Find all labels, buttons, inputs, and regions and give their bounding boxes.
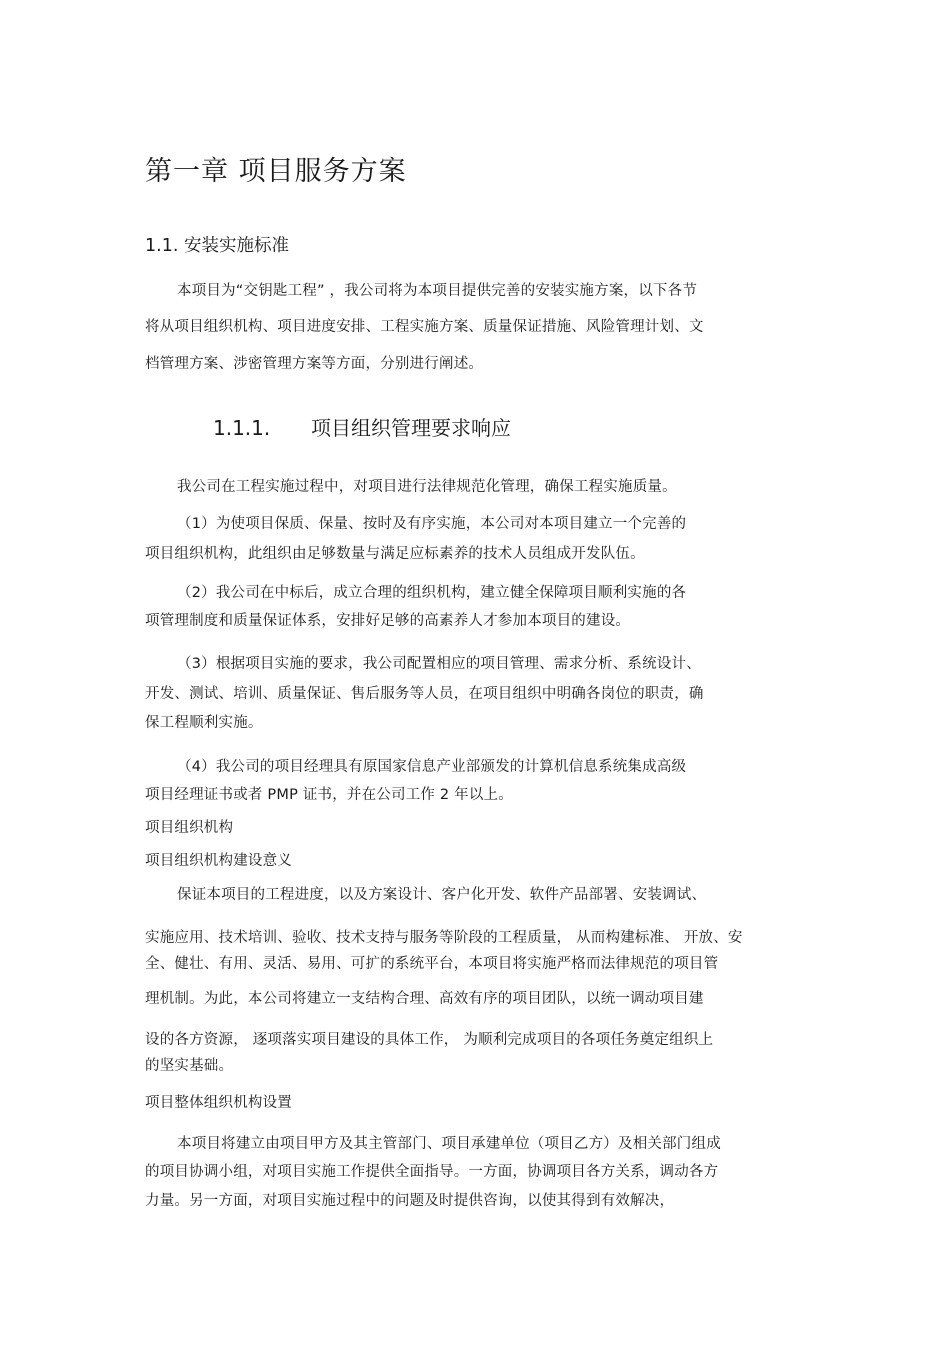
paragraph-line: 本项目将建立由项目甲方及其主管部门、项目承建单位（项目乙方）及相关部门组成 <box>177 1136 721 1152</box>
heading-line: 项目组织机构 <box>145 820 234 836</box>
paragraph-line: 项管理制度和质量保证体系，安排好足够的高素养人才参加本项目的建设。 <box>145 613 631 629</box>
paragraph-line: 的坚实基础。 <box>145 1058 234 1074</box>
paragraph-line: （3）根据项目实施的要求，我公司配置相应的项目管理、需求分析、系统设计、 <box>177 656 701 672</box>
paragraph-line: 开发、测试、培训、质量保证、售后服务等人员，在项目组织中明确各岗位的职责，确 <box>145 686 704 702</box>
paragraph-line: 的项目协调小组，对项目实施工作提供全面指导。一方面，协调项目各方关系，调动各方 <box>145 1164 719 1180</box>
paragraph-line: 实施应用、技术培训、验收、技术支持与服务等阶段的工程质量， 从而构建标准、 开放、安 <box>145 930 743 946</box>
paragraph-line: 保工程顺利实施。 <box>145 715 263 731</box>
heading-line: 项目组织机构建设意义 <box>145 853 292 869</box>
paragraph-line: 全、健壮、有用、灵活、易用、可扩的系统平台，本项目将实施严格而法律规范的项目管 <box>145 956 719 972</box>
paragraph-line: 档管理方案、涉密管理方案等方面，分别进行阐述。 <box>145 356 484 372</box>
paragraph-line: 我公司在工程实施过程中，对项目进行法律规范化管理，确保工程实施质量。 <box>177 479 677 495</box>
paragraph-line: 力量。另一方面，对项目实施过程中的问题及时提供咨询，以使其得到有效解决， <box>145 1193 675 1209</box>
paragraph-line: 将从项目组织机构、项目进度安排、工程实施方案、质量保证措施、风险管理计划、文 <box>145 319 704 335</box>
section-title: 1.1. 安装实施标准 <box>145 236 289 256</box>
paragraph-line: （2）我公司在中标后，成立合理的组织机构，建立健全保障项目顺利实施的各 <box>177 585 687 601</box>
paragraph-line: 项目组织机构，此组织由足够数量与满足应标素养的技术人员组成开发队伍。 <box>145 546 645 562</box>
paragraph-line: （1）为使项目保质、保量、按时及有序实施，本公司对本项目建立一个完善的 <box>177 516 687 532</box>
paragraph-line: 保证本项目的工程进度，以及方案设计、客户化开发、软件产品部署、安装调试、 <box>177 887 707 903</box>
paragraph-line: 设的各方资源， 逐项落实项目建设的具体工作， 为顺利完成项目的各项任务奠定组织上 <box>145 1032 714 1048</box>
paragraph-line: 理机制。为此，本公司将建立一支结构合理、高效有序的项目团队，以统一调动项目建 <box>145 991 704 1007</box>
heading-line: 项目整体组织机构设置 <box>145 1095 292 1111</box>
subsection-heading <box>213 413 511 443</box>
paragraph-line: 本项目为“交钥匙工程” ，我公司将为本项目提供完善的安装实施方案，以下各节 <box>177 283 698 299</box>
subsection-number: 1.1.1. <box>213 416 271 440</box>
chapter-title: 第一章 项目服务方案 <box>145 156 407 187</box>
paragraph-line: （4）我公司的项目经理具有原国家信息产业部颁发的计算机信息系统集成高级 <box>177 759 687 775</box>
paragraph-line: 项目经理证书或者 PMP 证书，并在公司工作 2 年以上。 <box>145 787 513 803</box>
subsection-title: 项目组织管理要求响应 <box>311 416 511 440</box>
